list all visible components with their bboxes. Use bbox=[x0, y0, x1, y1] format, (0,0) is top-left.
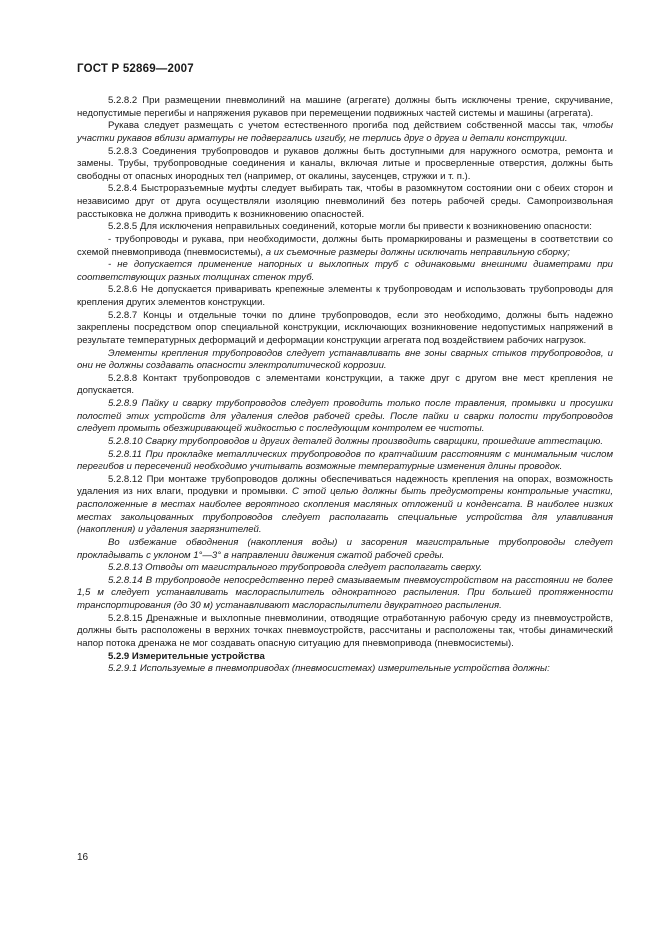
paragraph-fastening-elements: Элементы крепления трубопроводов следует устанавливать вне зоны сварных стыков трубопроводов, и они не должны создавать опасности электролитической коррозии. bbox=[77, 347, 613, 372]
paragraph-italic-text: С этой целью должны быть предусмотрены контрольные участки, расположенные в местах наиболее вероятного скопления масляных отложений и конденсата. В наиболее низких местах закольцованных трубопроводов следует располагать специальные устройства для улавливания (накопления) и удаления загрязнителей. bbox=[77, 486, 613, 536]
paragraph-5-2-8-13: 5.2.8.13 Отводы от магистрального трубопровода следует располагать сверху. bbox=[108, 562, 483, 574]
paragraph-5-2-8-15: 5.2.8.15 Дренажные и выхлопные пневмолинии, отводящие отработанную рабочую среду из пневмоустройств, должны быть расположены в верхних точках пневмоустройств, рассчитаны и расположены так, чтобы динамический напор потока дренажа не мог создавать опасную ситуацию для пневмопривода (пневмосистемы). bbox=[77, 612, 613, 649]
paragraph-5-2-8-8: 5.2.8.8 Контакт трубопроводов с элементами конструкции, а также друг с другом вне мест крепления не допускается. bbox=[77, 372, 613, 397]
section-heading-5-2-9: 5.2.9 Измерительные устройства bbox=[108, 650, 265, 662]
paragraph-5-2-8-7: 5.2.8.7 Концы и отдельные точки по длине трубопроводов, если это необходимо, должны быть надежно закреплены посредством опор специальной конструкции, исключающих возникновение недопустимых напряжений в результате температурных деформаций и деформации конструкции агрегата под воздействием рабочих нагрузок. bbox=[77, 309, 613, 346]
list-item-marking bbox=[77, 234, 613, 259]
paragraph-5-2-9-1: 5.2.9.1 Используемые в пневмоприводах (пневмосистемах) измерительные устройства должны: bbox=[108, 663, 550, 675]
paragraph-5-2-8-10: 5.2.8.10 Сварку трубопроводов и других деталей должны производить сварщики, прошедшие аттестацию. bbox=[108, 435, 604, 447]
paragraph-5-2-8-6: 5.2.8.6 Не допускается приваривать крепежные элементы к трубопроводам и использовать трубопроводы для крепления других элементов конструкции. bbox=[77, 284, 613, 308]
page-footer bbox=[77, 852, 88, 863]
paragraph-text: - трубопроводы и рукава, при необходимости, должны быть промаркированы и размещены в соответствии со схемой пневмопривода (пневмосистемы), bbox=[77, 233, 613, 258]
paragraph-5-2-8-9: 5.2.8.9 Пайку и сварку трубопроводов следует проводить только после травления, промывки и просушки полостей этих устройств для удаления следов рабочей среды. После пайки и сварки полости трубопроводов следует промыть обезжиривающей жидкостью с последующим контролем ее чистоты. bbox=[77, 398, 613, 435]
paragraph-text: Рукава следует размещать с учетом естественного прогиба под действием собственной массы так, bbox=[108, 120, 578, 132]
paragraph-5-2-8-11: 5.2.8.11 При прокладке металлических трубопроводов по кратчайшим расстояниям с минимальным числом перегибов и пересечений необходимо учитывать возможные температурные изменения длины проводок. bbox=[77, 448, 613, 473]
paragraph-text: 5.2.8.12 При монтаже трубопроводов должны обеспечиваться надежность крепления на опорах, возможность удаления из них влаги, продувки и промывки. bbox=[77, 473, 613, 498]
paragraph-hoses-placement bbox=[77, 120, 613, 145]
paragraph-5-2-8-4: 5.2.8.4 Быстроразъемные муфты следует выбирать так, чтобы в разомкнутом состоянии они с обеих сторон и независимо друг от друга осуществляли изоляцию пневмолиний без потерь рабочей среды. Самопроизвольная расстыковка не должна приводить к возникновению опасностей. bbox=[77, 183, 613, 220]
paragraph-5-2-8-12 bbox=[77, 474, 613, 537]
paragraph-slope: Во избежание обводнения (накопления воды) и засорения магистральные трубопроводы следует прокладывать с уклоном 1°—3° в направлении движения сжатой рабочей среды. bbox=[77, 536, 613, 561]
paragraph-italic-text: а их съемочные размеры должны исключать неправильную сборку; bbox=[263, 246, 570, 258]
document-title: ГОСТ Р 52869—2007 bbox=[77, 63, 194, 75]
paragraph-5-2-8-5: 5.2.8.5 Для исключения неправильных соединений, которые могли бы привести к возникновению опасности: bbox=[108, 221, 592, 233]
page-header bbox=[77, 63, 194, 75]
paragraph-5-2-8-14: 5.2.8.14 В трубопроводе непосредственно перед смазываемым пневмоустройством на расстоянии не более 1,5 м следует устанавливать маслораспылитель однократного распыления. При большей протяженности транспортирования (до 30 м) устанавливают маслораспылители двукратного распыления. bbox=[77, 574, 613, 611]
paragraph-5-2-8-3: 5.2.8.3 Соединения трубопроводов и рукавов должны быть доступными для наружного осмотра, ремонта и замены. Трубы, трубопроводные соединения и каналы, включая литые и просверленные отверстия, должны быть свободны от опасных инородных тел (например, от окалины, заусенцев, стружки и т. п.). bbox=[77, 145, 613, 182]
page-content bbox=[77, 95, 613, 676]
list-item-pipes: - не допускается применение напорных и выхлопных труб с одинаковыми внешними диаметрами при соответствующих разных толщинах стенок труб. bbox=[77, 259, 613, 283]
page-number: 16 bbox=[77, 852, 89, 863]
paragraph-5-2-8-2: 5.2.8.2 При размещении пневмолиний на машине (агрегате) должны быть исключены трение, скручивание, недопустимые перегибы и напряжения рукавов при перемещении подвижных частей системы и машины (агрегата). bbox=[77, 95, 613, 119]
paragraph-italic-text: чтобы участки рукавов вблизи арматуры не подвергались изгибу, не терлись друг о друга и детали конструкции. bbox=[77, 120, 613, 144]
